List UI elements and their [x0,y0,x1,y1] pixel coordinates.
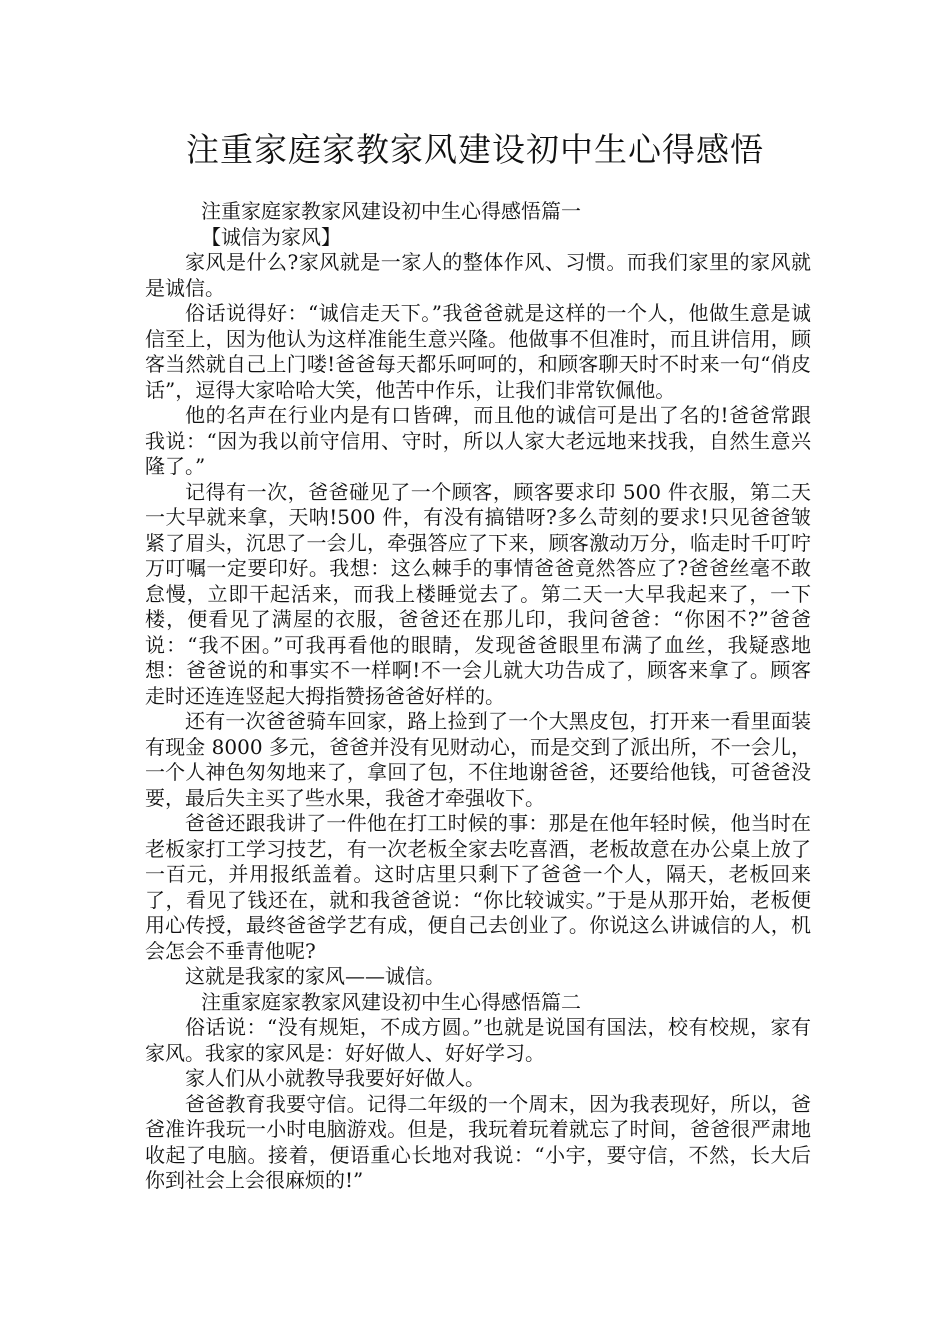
paragraph: 家人们从小就教导我要好好做人。 [185,1066,485,1090]
section-heading-1: 注重家庭家教家风建设初中生心得感悟篇一 [201,199,581,223]
paragraph: 俗话说：“没有规矩，不成方圆。”也就是说国有国法，校有校规，家有家风。我家的家风是：好好做人、好好学习。 [145,1015,811,1065]
section-heading-2: 注重家庭家教家风建设初中生心得感悟篇二 [201,989,581,1014]
paragraph: 这就是我家的家风——诚信。 [185,964,445,988]
paragraph: 他的名声在行业内是有口皆碑，而且他的诚信可是出了名的!爸爸常跟我说：“因为我以前守信用、守时，所以人家大老远地来找我，自然生意兴隆了。” [145,403,811,478]
paragraph: 家风是什么?家风就是一家人的整体作风、习惯。而我们家里的家风就是诚信。 [145,250,811,300]
paragraph: 爸爸还跟我讲了一件他在打工时候的事：那是在他年轻时候，他当时在老板家打工学习技艺，有一次老板全家去吃喜酒，老板故意在办公桌上放了一百元，并用报纸盖着。这时店里只剩下了爸爸一个人，隔天，老板回来了，看见了钱还在，就和我爸爸说：“你比较诚实。”于是从那开始，老板便用心传授，最终爸爸学艺有成，便自己去创业了。你说这么讲诚信的人，机会怎会不垂青他呢? [145,811,811,963]
document-body [145,199,811,1194]
document-title: 注重家庭家教家风建设初中生心得感悟 [186,130,764,169]
paragraph: 还有一次爸爸骑车回家，路上捡到了一个大黑皮包，打开来一看里面装有现金 8000 多元，爸爸并没有见财动心，而是交到了派出所，不一会儿，一个人神色匆匆地来了，拿回了包，不住地谢爸爸，还要给他钱，可爸爸没要，最后失主买了些水果，我爸才牵强收下。 [145,709,811,810]
paragraph: 记得有一次，爸爸碰见了一个顾客，顾客要求印 500 件衣服，第二天一大早就来拿，天呐!500 件，有没有搞错呀?多么苛刻的要求!只见爸爸皱紧了眉头，沉思了一会儿，牵强答应了下来，顾客激动万分，临走时千叮咛万叮嘱一定要印好。我想：这么棘手的事情爸爸竟然答应了?爸爸丝毫不敢怠慢，立即干起活来，而我上楼睡觉去了。第二天一大早我起来了，一下楼，便看见了满屋的衣服，爸爸还在那儿印，我问爸爸：“你困不?”爸爸说：“我不困。”可我再看他的眼睛，发现爸爸眼里布满了血丝，我疑惑地想：爸爸说的和事实不一样啊!不一会儿就大功告成了，顾客来拿了。顾客走时还连连竖起大拇指赞扬爸爸好样的。 [145,479,811,708]
subsection-heading: 【诚信为家风】 [201,224,341,249]
paragraph: 俗话说得好：“诚信走天下。”我爸爸就是这样的一个人，他做生意是诚信至上，因为他认为这样准能生意兴隆。他做事不但准时，而且讲信用，顾客当然就自己上门喽!爸爸每天都乐呵呵的，和顾客聊天时不时来一句“俏皮话”，逗得大家哈哈大笑，他苦中作乐，让我们非常钦佩他。 [145,301,811,402]
paragraph: 爸爸教育我要守信。记得二年级的一个周末，因为我表现好，所以，爸爸准许我玩一小时电脑游戏。但是，我玩着玩着就忘了时间，爸爸很严肃地收起了电脑。接着，便语重心长地对我说：“小宇，要守信，不然，长大后你到社会上会很麻烦的!” [145,1091,811,1192]
